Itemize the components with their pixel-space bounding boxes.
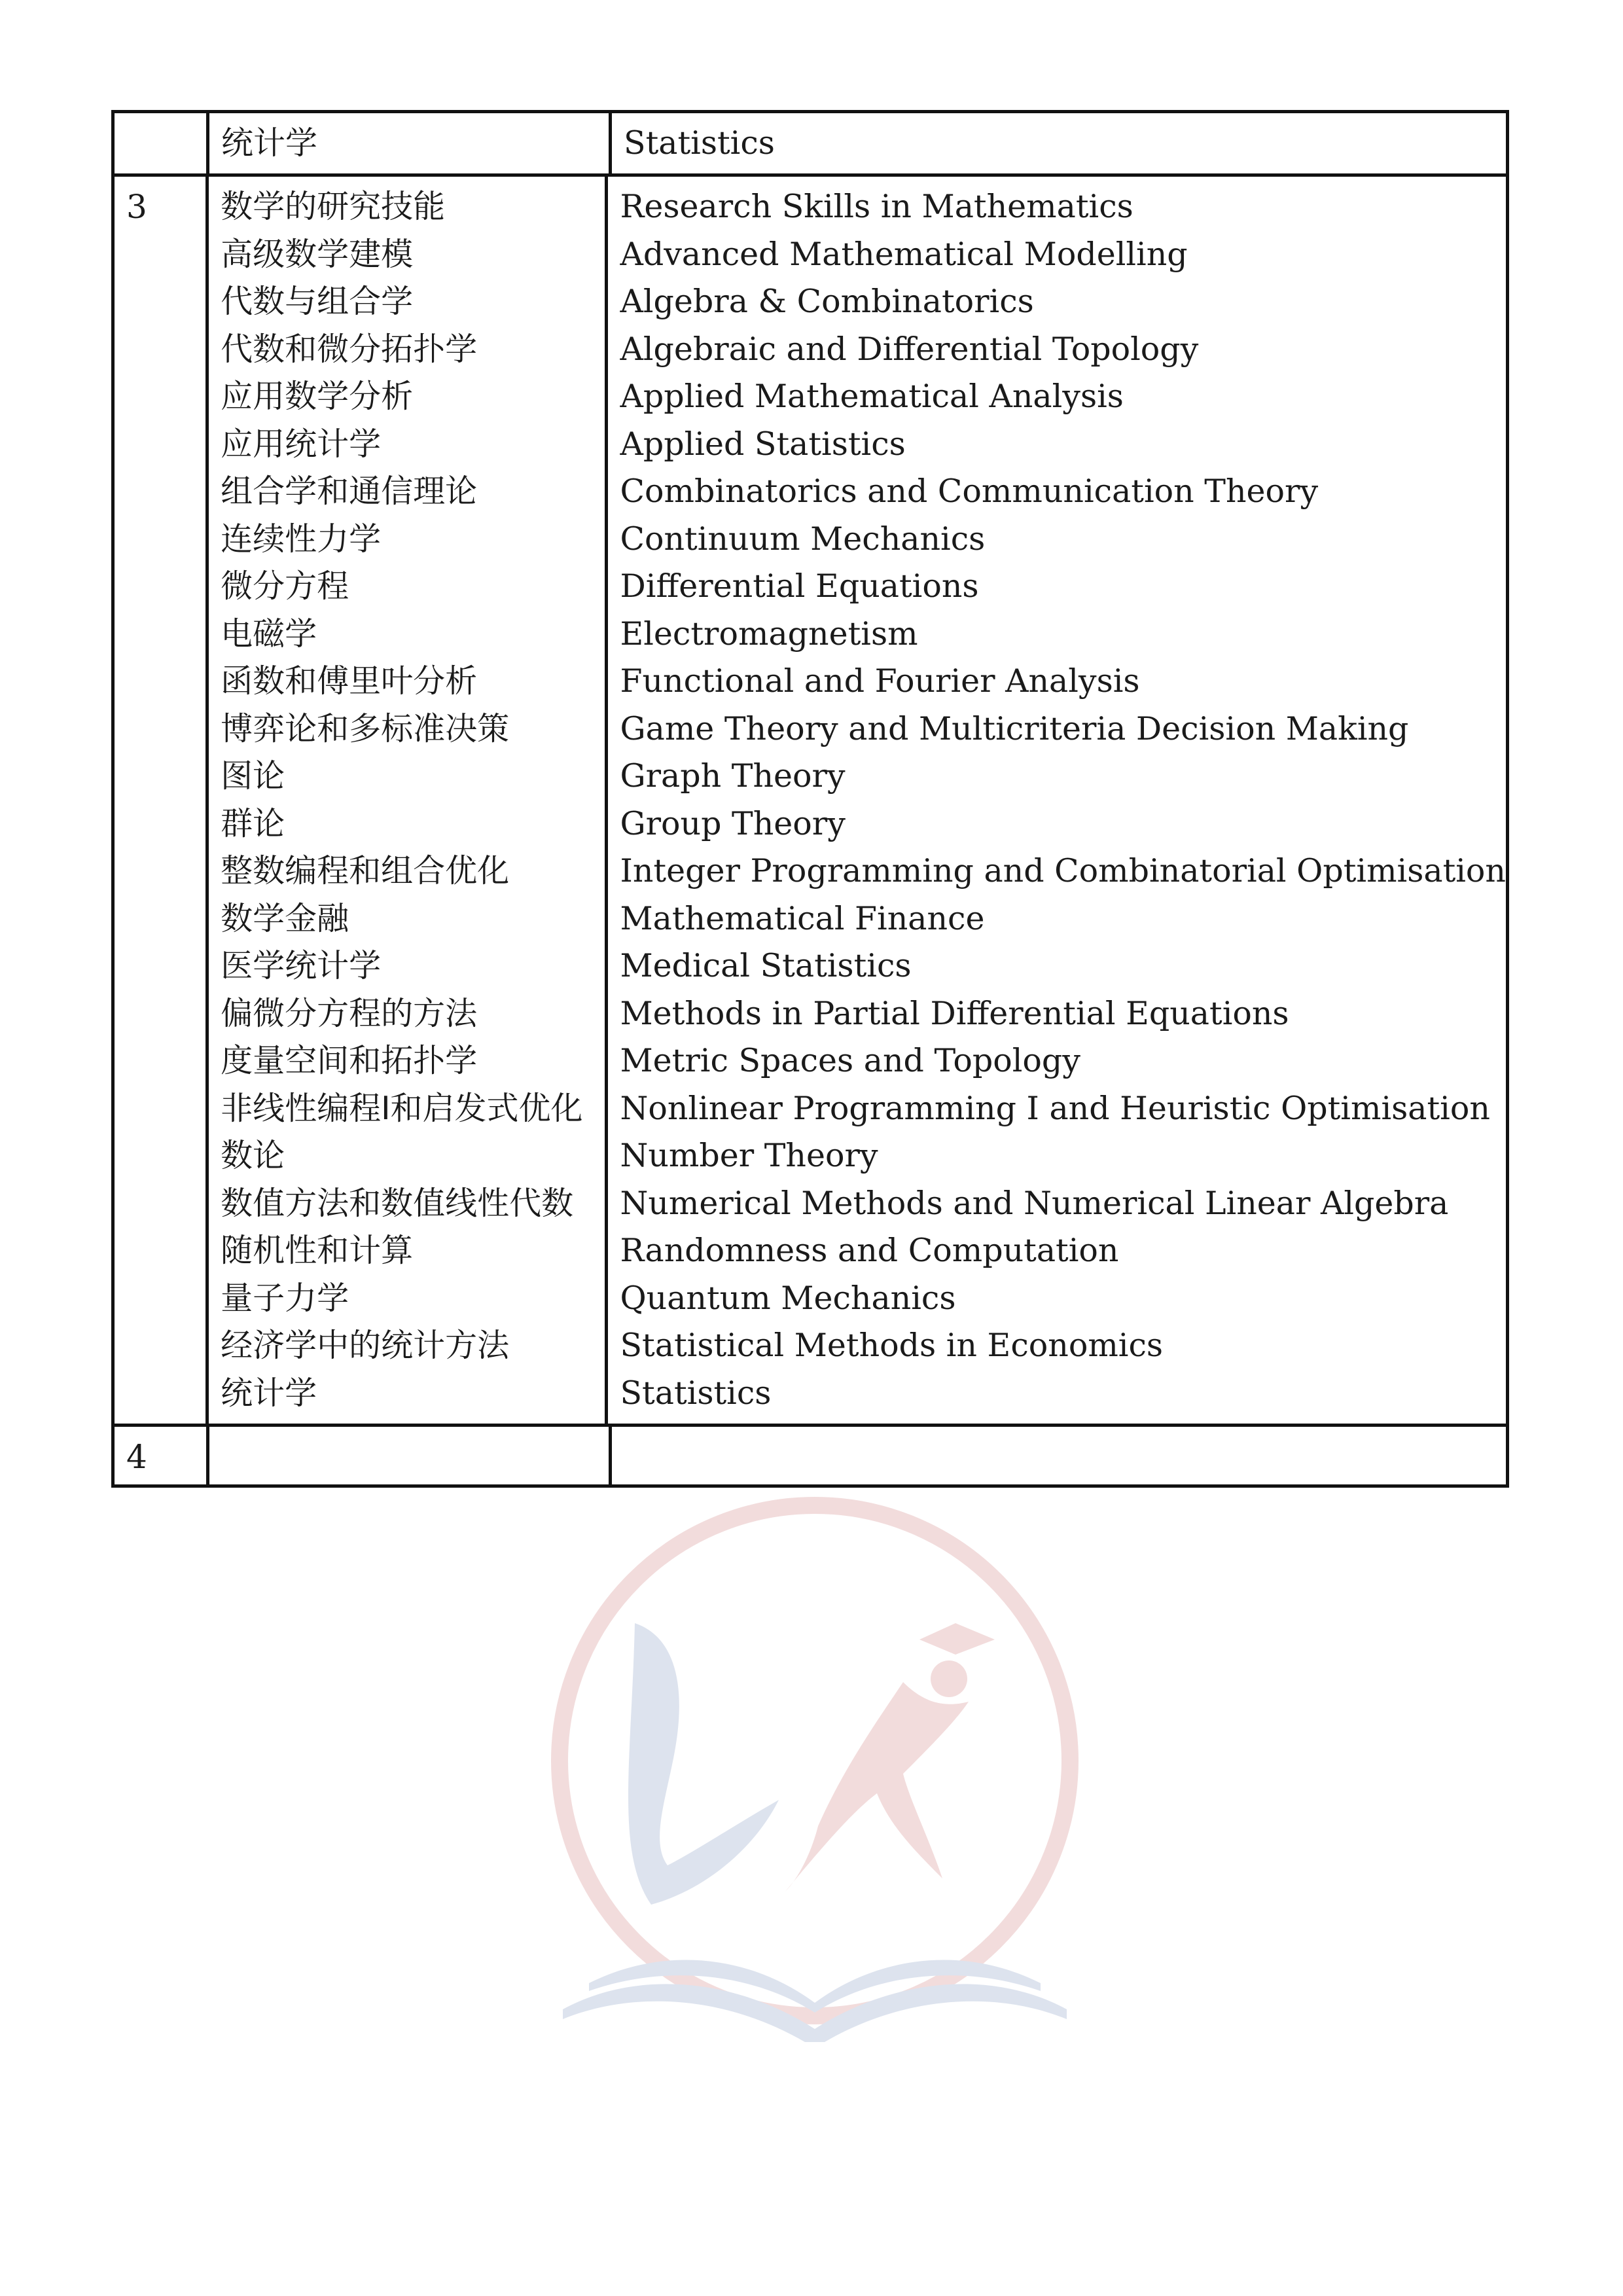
english-course-name <box>612 1427 1506 1484</box>
english-course-name: Methods in Partial Differential Equations <box>620 994 1289 1032</box>
english-course-name: Applied Statistics <box>620 425 906 463</box>
chinese-course-name: 统计学 <box>221 1374 317 1412</box>
logo-letter-l <box>628 1623 779 1905</box>
chinese-course-name: 数学金融 <box>221 899 349 937</box>
chinese-course-name: 偏微分方程的方法 <box>221 994 478 1032</box>
english-course-name: Game Theory and Multicriteria Decision Making <box>620 709 1409 747</box>
chinese-course-name: 图论 <box>221 757 285 795</box>
table-row <box>115 1424 1506 1484</box>
english-course-name: Metric Spaces and Topology <box>620 1042 1080 1079</box>
table-row <box>115 113 1506 173</box>
chinese-course-name: 代数与组合学 <box>221 283 414 320</box>
english-course-name: Algebra & Combinatorics <box>620 283 1034 320</box>
english-course-name: Statistics <box>620 1374 772 1412</box>
chinese-course-name: 度量空间和拓扑学 <box>221 1042 478 1079</box>
chinese-course-name: 医学统计学 <box>221 947 382 984</box>
chinese-course-name: 高级数学建模 <box>221 235 414 273</box>
english-course-list <box>608 177 1506 1424</box>
english-course-name: Mathematical Finance <box>620 899 985 937</box>
english-course-name: Number Theory <box>620 1137 878 1174</box>
chinese-course-name: 函数和傅里叶分析 <box>221 662 478 700</box>
table-row <box>115 173 1506 1424</box>
chinese-course-name: 组合学和通信理论 <box>221 473 478 510</box>
chinese-course-name: 数值方法和数值线性代数 <box>221 1184 574 1222</box>
chinese-course-name: 整数编程和组合优化 <box>221 852 510 889</box>
row-number <box>115 113 209 173</box>
chinese-course-name: 微分方程 <box>221 567 349 605</box>
english-course-name: Nonlinear Programming I and Heuristic Optimisation <box>620 1089 1490 1127</box>
english-course-name: Medical Statistics <box>620 947 912 984</box>
chinese-course-name: 量子力学 <box>221 1279 349 1317</box>
english-course-name: Numerical Methods and Numerical Linear Algebra <box>620 1184 1449 1222</box>
chinese-course-name: 随机性和计算 <box>221 1232 414 1269</box>
chinese-course-name: 数学的研究技能 <box>221 188 446 225</box>
english-course-name: Integer Programming and Combinatorial Optimisation <box>620 852 1506 889</box>
english-course-name: Statistical Methods in Economics <box>620 1327 1164 1364</box>
english-course-name: Graph Theory <box>620 757 846 795</box>
course-table <box>111 110 1509 1488</box>
chinese-course-name: 连续性力学 <box>221 520 382 558</box>
row-number: 3 <box>115 177 209 1424</box>
chinese-course-name: 群论 <box>221 804 285 842</box>
english-course-name: Electromagnetism <box>620 615 918 653</box>
chinese-course-name: 非线性编程I和启发式优化 <box>221 1089 583 1127</box>
chinese-course-list <box>209 177 608 1424</box>
english-course-name: Advanced Mathematical Modelling <box>620 235 1188 273</box>
chinese-course-name: 博弈论和多标准决策 <box>221 709 510 747</box>
row-number: 4 <box>115 1427 209 1484</box>
chinese-course-name: 应用统计学 <box>221 425 382 463</box>
chinese-course-name: 经济学中的统计方法 <box>221 1327 510 1364</box>
english-course-name: Quantum Mechanics <box>620 1279 956 1317</box>
chinese-course-name: 数论 <box>221 1137 285 1174</box>
chinese-course-name <box>209 1427 612 1484</box>
english-course-name: Functional and Fourier Analysis <box>620 662 1140 700</box>
logo-letter-k <box>785 1682 969 1892</box>
english-course-name: Group Theory <box>620 804 846 842</box>
english-course-name: Applied Mathematical Analysis <box>620 378 1124 415</box>
english-course-name: Research Skills in Mathematics <box>620 188 1133 225</box>
chinese-course-name: 统计学 <box>209 113 612 173</box>
english-course-name: Continuum Mechanics <box>620 520 986 558</box>
english-course-name: Randomness and Computation <box>620 1232 1119 1269</box>
chinese-course-name: 电磁学 <box>221 615 317 653</box>
graduation-cap-icon <box>919 1623 995 1655</box>
chinese-course-name: 应用数学分析 <box>221 378 414 415</box>
english-course-name: Differential Equations <box>620 567 979 605</box>
english-course-name: Statistics <box>624 124 775 162</box>
chinese-course-name: 代数和微分拓扑学 <box>221 330 478 368</box>
graduate-head-icon <box>931 1660 967 1697</box>
english-course-name: Combinatorics and Communication Theory <box>620 473 1319 510</box>
logo-watermark <box>537 1486 1093 2062</box>
english-course-name: Algebraic and Differential Topology <box>620 330 1199 368</box>
